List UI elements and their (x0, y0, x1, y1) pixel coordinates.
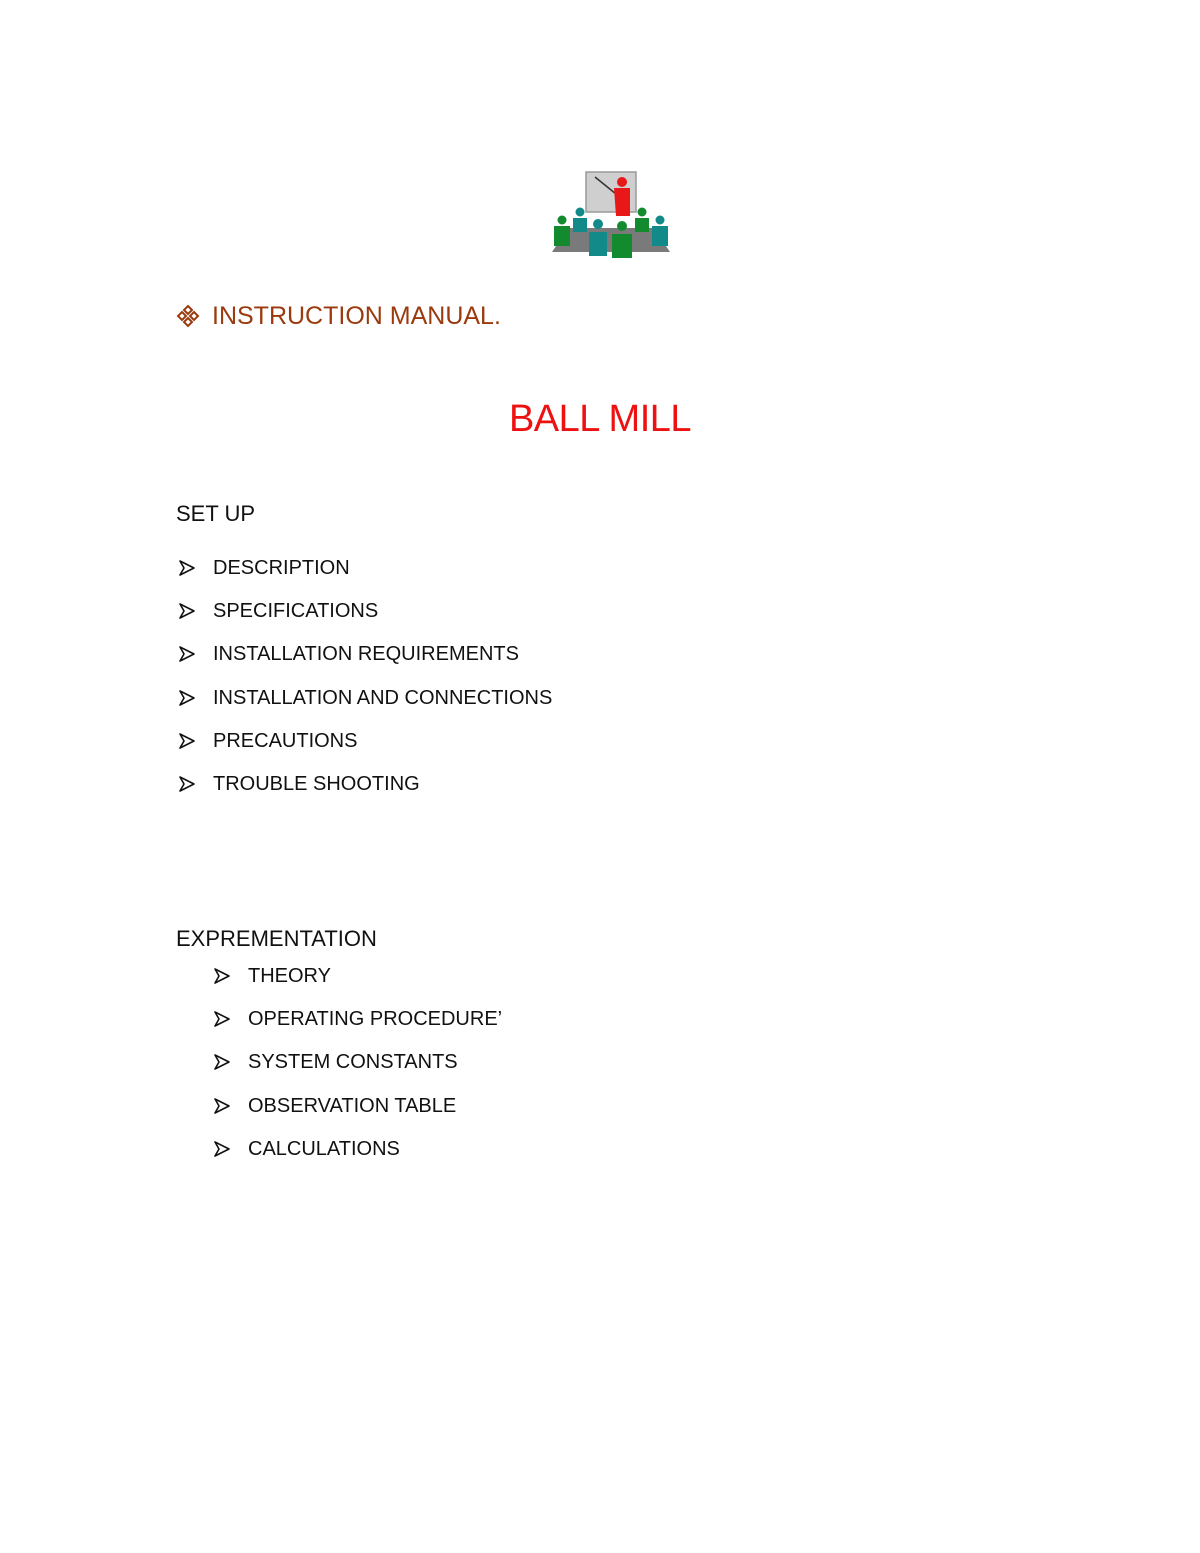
manual-heading-text: INSTRUCTION MANUAL. (212, 301, 501, 330)
list-item-label: CALCULATIONS (248, 1137, 400, 1160)
list-item-label: INSTALLATION AND CONNECTIONS (213, 686, 553, 709)
list-item (178, 600, 552, 643)
list-item (178, 687, 552, 730)
arrow-bullet-icon (213, 967, 231, 985)
experimentation-list (213, 965, 502, 1181)
arrow-bullet-icon (178, 775, 196, 793)
list-item (178, 773, 552, 816)
arrow-bullet-icon (178, 689, 196, 707)
arrow-bullet-icon (178, 559, 196, 577)
list-item-label: SPECIFICATIONS (213, 600, 379, 623)
list-item (213, 1008, 502, 1051)
list-item (213, 965, 502, 1008)
list-item-label: OPERATING PROCEDURE’ (248, 1008, 503, 1031)
arrow-bullet-icon (213, 1010, 231, 1028)
list-item (213, 1095, 502, 1138)
list-item-label: PRECAUTIONS (213, 729, 358, 752)
list-item (213, 1138, 502, 1181)
list-item-label: OBSERVATION TABLE (248, 1094, 457, 1117)
arrow-bullet-icon (178, 732, 196, 750)
arrow-bullet-icon (178, 602, 196, 620)
list-item (178, 557, 552, 600)
list-item-label: INSTALLATION REQUIREMENTS (213, 643, 519, 666)
document-title: BALL MILL (508, 398, 692, 440)
presentation-meeting-icon (548, 168, 674, 260)
arrow-bullet-icon (178, 645, 196, 663)
arrow-bullet-icon (213, 1097, 231, 1115)
arrow-bullet-icon (213, 1140, 231, 1158)
manual-heading (176, 298, 501, 334)
list-item-label: TROUBLE SHOOTING (213, 772, 420, 795)
list-item (178, 643, 552, 686)
list-item (213, 1051, 502, 1094)
four-diamond-bullet-icon (176, 304, 200, 328)
setup-list (178, 557, 552, 816)
section-heading-experimentation: EXPREMENTATION (176, 926, 377, 951)
list-item-label: THEORY (248, 965, 331, 987)
list-item-label: SYSTEM CONSTANTS (248, 1051, 458, 1074)
list-item (178, 730, 552, 773)
arrow-bullet-icon (213, 1053, 231, 1071)
list-item-label: DESCRIPTION (213, 557, 350, 579)
section-heading-setup: SET UP (176, 501, 256, 526)
